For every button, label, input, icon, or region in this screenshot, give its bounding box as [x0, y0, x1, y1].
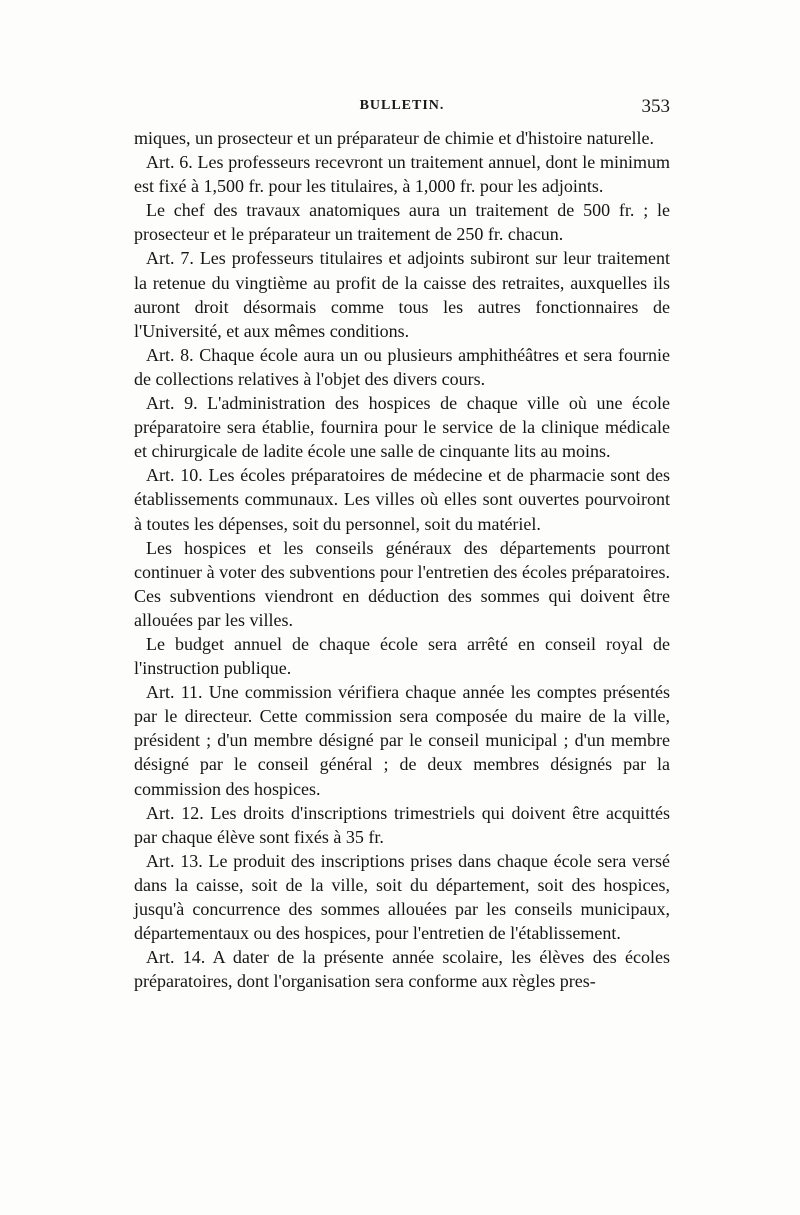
paragraph-art-12: Art. 12. Les droits d'inscriptions trimestriels qui doivent être acquittés par chaque élève sont fixés à 35 fr.: [134, 802, 670, 847]
paragraph-art-8: Art. 8. Chaque école aura un ou plusieurs amphithéâtres et sera fournie de collections relatives à l'objet des divers cours.: [134, 344, 670, 389]
paragraph-art-13: Art. 13. Le produit des inscriptions prises dans chaque école sera versé dans la caisse, soit de la ville, soit du département, soit des hospices, jusqu'à concurrence des sommes allouées par les conseils municipaux, départementaux ou des hospices, pour l'entretien de l'établissement.: [134, 850, 670, 944]
paragraph-art-6: Art. 6. Les professeurs recevront un traitement annuel, dont le minimum est fixé à 1,500 fr. pour les titulaires, à 1,000 fr. pour les adjoints.: [134, 152, 670, 197]
page-header: [134, 98, 670, 124]
paragraph-art-11: Art. 11. Une commission vérifiera chaque année les comptes présentés par le directeur. Cette commission sera composée du maire de la ville, président ; d'un membre désigné par le conseil municipal ; d'un membre désigné par le conseil général ; de deux membres désignés par la commission des hospices.: [134, 682, 670, 799]
paragraph-hospices: Les hospices et les conseils généraux des départements pourront continuer à voter des subventions pour l'entretien des écoles préparatoires. Ces subventions viendront en déduction des sommes qui doivent être allouées par les villes.: [134, 537, 670, 630]
paragraph-art-10: Art. 10. Les écoles préparatoires de médecine et de pharmacie sont des établissements communaux. Les villes où elles sont ouvertes pourvoiront à toutes les dépenses, soit du personnel, soit du matériel.: [134, 465, 670, 534]
paragraph-1: miques, un prosecteur et un préparateur de chimie et d'histoire naturelle.: [134, 128, 655, 148]
paragraph-chef-travaux: Le chef des travaux anatomiques aura un traitement de 500 fr. ; le prosecteur et le préparateur un traitement de 250 fr. chacun.: [134, 200, 670, 245]
paragraph-art-7: Art. 7. Les professeurs titulaires et adjoints subiront sur leur traitement la retenue du vingtième au profit de la caisse des retraites, auxquelles ils auront droit désormais comme tous les autres fonctionnaires de l'Université, et aux mêmes conditions.: [134, 248, 670, 341]
paragraph-budget: Le budget annuel de chaque école sera arrêté en conseil royal de l'instruction publique.: [134, 633, 670, 679]
paragraph-art-14: Art. 14. A dater de la présente année scolaire, les élèves des écoles préparatoires, dont l'organisation sera conforme aux règles pres-: [134, 947, 670, 992]
paragraph-art-9: Art. 9. L'administration des hospices de chaque ville où une école préparatoire sera établie, fournira pour le service de la clinique médicale et chirurgicale de ladite école une salle de cinquante lits au moins.: [134, 393, 670, 462]
running-title: BULLETIN.: [359, 98, 445, 113]
page-number: 353: [641, 96, 670, 117]
body-text: [134, 126, 670, 993]
